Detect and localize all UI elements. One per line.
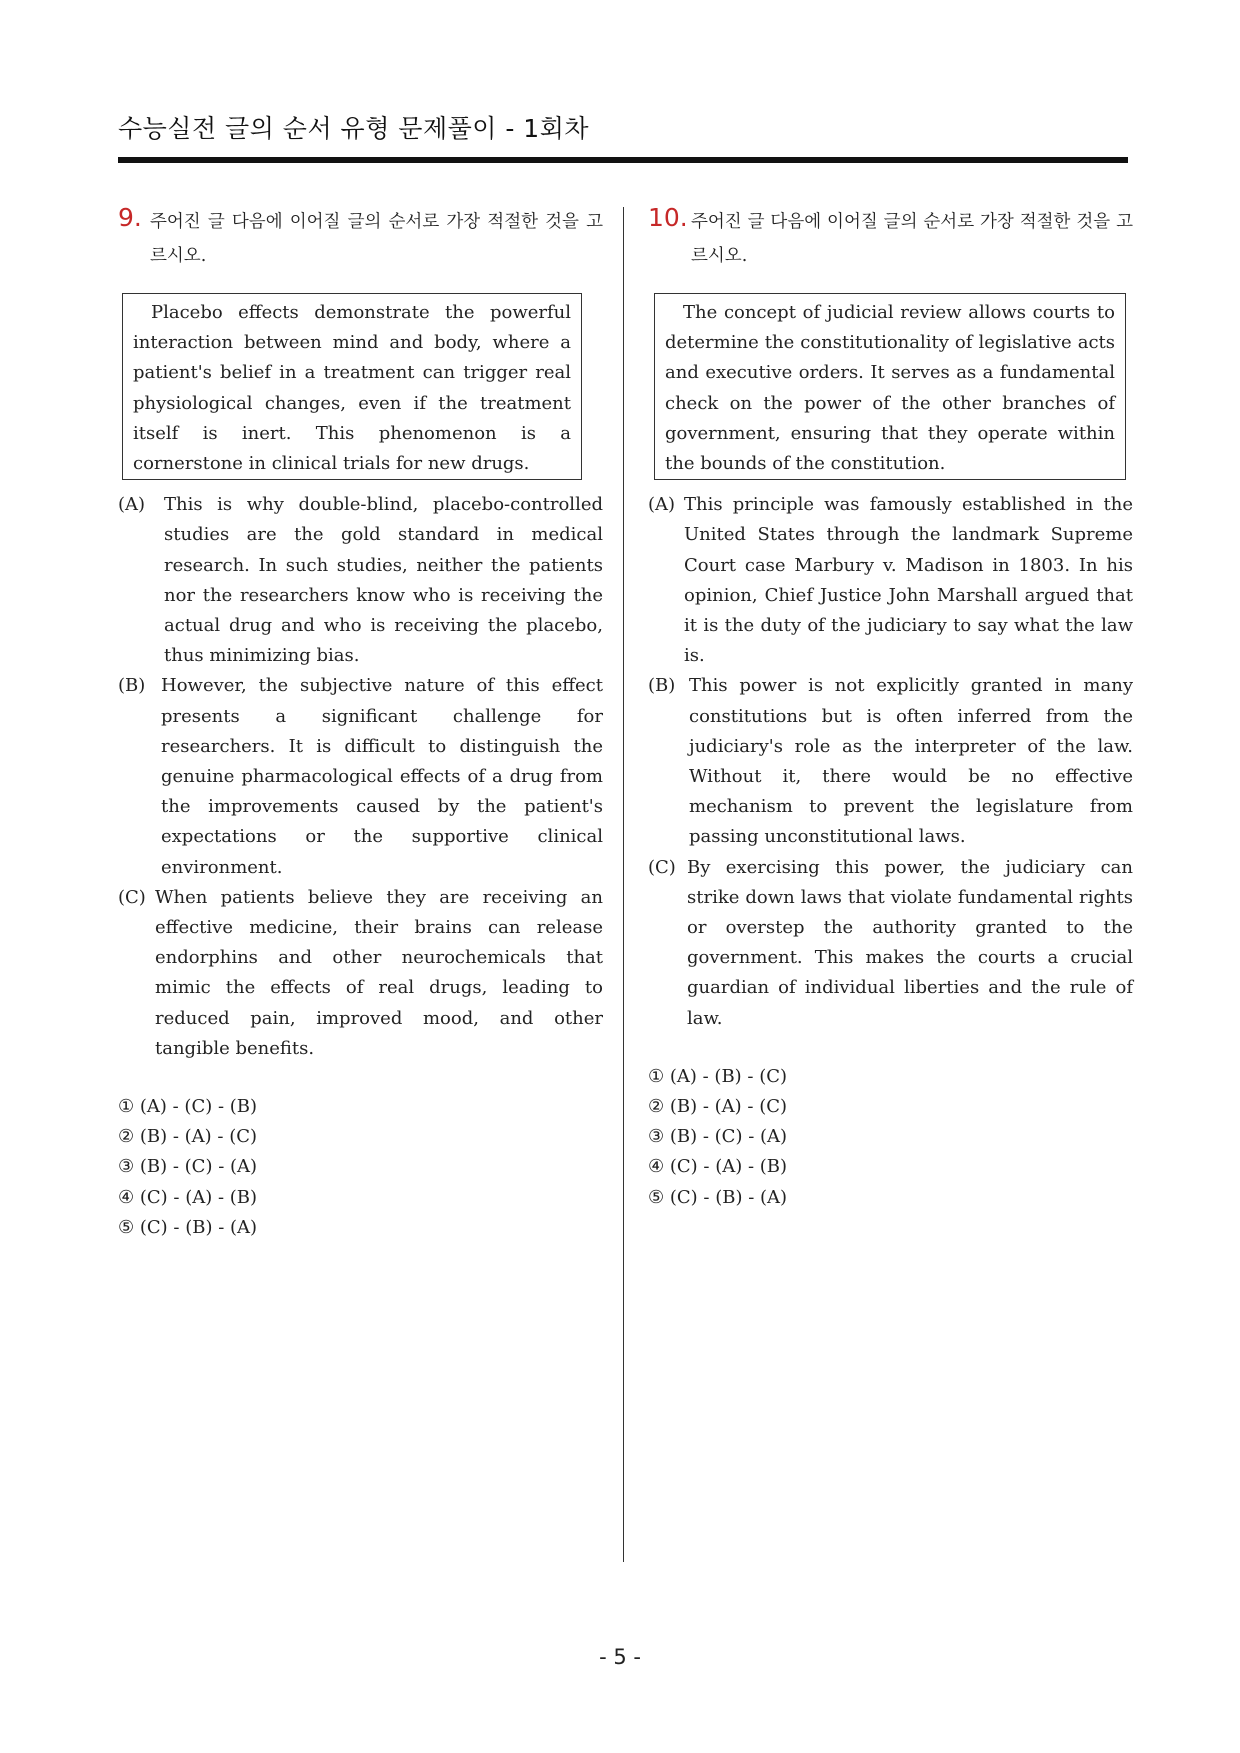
- answer-choice-5[interactable]: ⑤ (C) - (B) - (A): [118, 1216, 258, 1238]
- answer-choice-2[interactable]: ② (B) - (A) - (C): [118, 1126, 258, 1148]
- option-text: This principle was famously established in the United States through the landmark Supreme Court case Marbury v. Madison in 1803. In his opinion, Chief Justice John Marshall argued that it is the duty of the judiciary to say what the law is.: [684, 494, 1133, 667]
- option-label: (A): [118, 494, 146, 516]
- question-10: [648, 205, 1133, 1213]
- answer-choice-3[interactable]: ③ (B) - (C) - (A): [118, 1156, 258, 1178]
- page-number: - 5 -: [599, 1645, 641, 1669]
- passage-option-b: [648, 671, 1133, 852]
- question-stem: [118, 205, 603, 273]
- passage-option-a: [118, 490, 603, 671]
- option-label: (A): [648, 494, 676, 516]
- option-text: This power is not explicitly granted in many constitutions but is often inferred from the judiciary's role as the interpreter of the law. Without it, there would be no effective mechanism to prevent the legislature from passing unconstitutional laws.: [689, 675, 1133, 848]
- answer-choice-3[interactable]: ③ (B) - (C) - (A): [648, 1126, 788, 1148]
- answer-choice-4[interactable]: ④ (C) - (A) - (B): [118, 1186, 258, 1208]
- option-label: (B): [118, 675, 146, 697]
- answer-choices: [118, 1092, 603, 1243]
- question-text: 주어진 글 다음에 이어질 글의 순서로 가장 적절한 것을 고르시오.: [691, 212, 1133, 266]
- question-9: [118, 205, 603, 1243]
- passage-option-a: [648, 490, 1133, 671]
- given-passage-box: The concept of judicial review allows courts to determine the constitutionality of legislative acts and executive orders. It serves as a fundamental check on the power of the other branches of government, ensuring that they operate within the bounds of the constitution.: [654, 293, 1126, 480]
- option-label: (C): [648, 856, 676, 878]
- answer-choice-2[interactable]: ② (B) - (A) - (C): [648, 1096, 788, 1118]
- column-divider: [623, 207, 624, 1562]
- answer-choice-5[interactable]: ⑤ (C) - (B) - (A): [648, 1186, 788, 1208]
- question-number: 10.: [648, 203, 688, 232]
- page-title: 수능실전 글의 순서 유형 문제풀이 - 1회차: [118, 114, 590, 143]
- passage-options: [118, 490, 603, 1064]
- question-number: 9.: [118, 203, 142, 232]
- passage-options: [648, 490, 1133, 1034]
- question-text: 주어진 글 다음에 이어질 글의 순서로 가장 적절한 것을 고르시오.: [150, 212, 603, 266]
- option-text: When patients believe they are receiving an effective medicine, their brains can release endorphins and other neurochemicals that mimic the effects of real drugs, leading to reduced pain, improved mood, and other tangible benefits.: [155, 886, 603, 1059]
- passage-option-c: [648, 853, 1133, 1034]
- answer-choices: [648, 1062, 1133, 1213]
- passage-option-c: [118, 883, 603, 1064]
- option-text: This is why double-blind, placebo-controlled studies are the gold standard in medical research. In such studies, neither the patients nor the researchers know who is receiving the actual drug and who is receiving the placebo, thus minimizing bias.: [164, 494, 603, 667]
- question-stem: [648, 205, 1133, 273]
- option-text: By exercising this power, the judiciary can strike down laws that violate fundamental rights or overstep the authority granted to the government. This makes the courts a crucial guardian of individual liberties and the rule of law.: [687, 856, 1133, 1029]
- passage-option-b: [118, 671, 603, 882]
- answer-choice-1[interactable]: ① (A) - (C) - (B): [118, 1096, 258, 1118]
- given-passage-box: Placebo effects demonstrate the powerful interaction between mind and body, where a patient's belief in a treatment can trigger real physiological changes, even if the treatment itself is inert. This phenomenon is a cornerstone in clinical trials for new drugs.: [122, 293, 582, 480]
- page-header: [118, 112, 1128, 146]
- answer-choice-1[interactable]: ① (A) - (B) - (C): [648, 1065, 788, 1087]
- option-label: (C): [118, 886, 146, 908]
- header-rule: [118, 157, 1128, 163]
- answer-choice-4[interactable]: ④ (C) - (A) - (B): [648, 1156, 788, 1178]
- option-label: (B): [648, 675, 676, 697]
- option-text: However, the subjective nature of this effect presents a significant challenge for researchers. It is difficult to distinguish the genuine pharmacological effects of a drug from the improvements caused by the patient's expectations or the supportive clinical environment.: [161, 675, 603, 878]
